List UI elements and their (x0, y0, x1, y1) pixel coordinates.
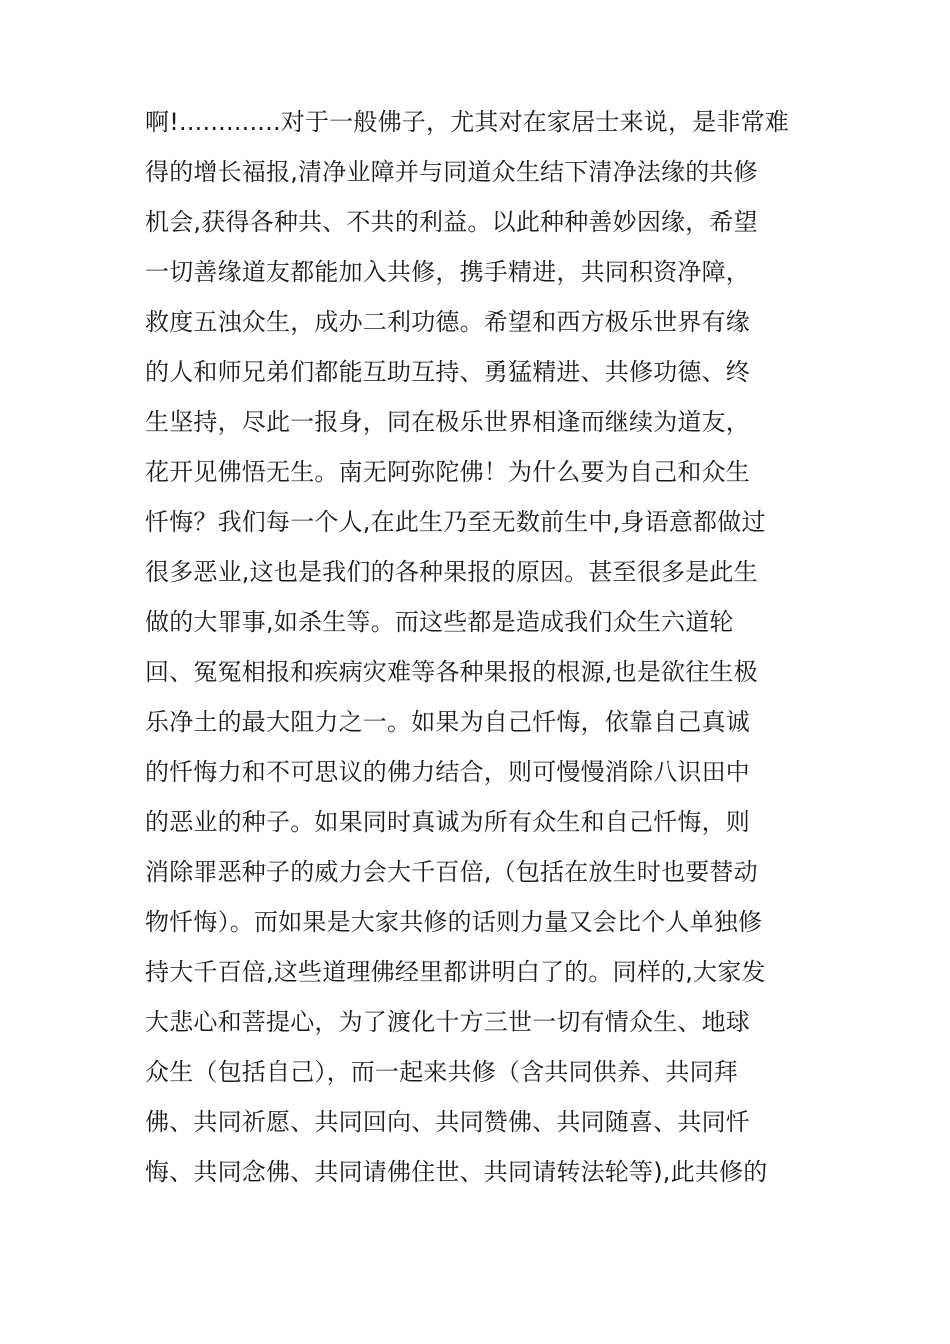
text-line-8: 花开见佛悟无生。南无阿弥陀佛！为什么要为自己和众生 (145, 458, 750, 486)
text-line-22: 悔、共同念佛、共同请佛住世、共同请转法轮等),此共修的 (145, 1158, 768, 1186)
text-line-12: 回、冤冤相报和疾病灾难等各种果报的根源,也是欲往生极 (145, 658, 758, 686)
text-line-3: 机会,获得各种共、不共的利益。以此种种善妙因缘，希望 (145, 208, 758, 236)
text-line-7: 生坚持，尽此一报身，同在极乐世界相逢而继续为道友， (145, 408, 750, 436)
text-line-9: 忏悔？我们每一个人,在此生乃至无数前生中,身语意都做过 (145, 508, 766, 536)
text-line-1: 啊!.............对于一般佛子，尤其对在家居士来说，是非常难 (145, 108, 789, 136)
text-line-5: 救度五浊众生，成办二利功德。希望和西方极乐世界有缘 (145, 308, 750, 336)
text-line-19: 大悲心和菩提心，为了渡化十方三世一切有情众生、地球 (145, 1008, 750, 1036)
text-line-13: 乐净土的最大阻力之一。如果为自己忏悔，依靠自己真诚 (145, 708, 750, 736)
text-line-21: 佛、共同祈愿、共同回向、共同赞佛、共同随喜、共同忏 (145, 1108, 750, 1136)
text-line-11: 做的大罪事,如杀生等。而这些都是造成我们众生六道轮 (145, 608, 734, 636)
text-line-20: 众生（包括自己），而一起来共修（含共同供养、共同拜 (145, 1058, 738, 1086)
text-line-18: 持大千百倍,这些道理佛经里都讲明白了的。同样的,大家发 (145, 958, 766, 986)
text-line-16: 消除罪恶种子的威力会大千百倍,（包括在放生时也要替动 (145, 858, 758, 886)
text-line-2: 得的增长福报,清净业障并与同道众生结下清净法缘的共修 (145, 158, 758, 186)
text-line-10: 很多恶业,这也是我们的各种果报的原因。甚至很多是此生 (145, 558, 758, 586)
text-line-6: 的人和师兄弟们都能互助互持、勇猛精进、共修功德、终 (145, 358, 750, 386)
body-paragraph (145, 97, 825, 1197)
text-line-4: 一切善缘道友都能加入共修，携手精进，共同积资净障， (145, 258, 750, 286)
text-line-14: 的忏悔力和不可思议的佛力结合，则可慢慢消除八识田中 (145, 758, 750, 786)
text-line-17: 物忏悔）。而如果是大家共修的话则力量又会比个人单独修 (145, 908, 763, 936)
text-line-15: 的恶业的种子。如果同时真诚为所有众生和自己忏悔，则 (145, 808, 750, 836)
